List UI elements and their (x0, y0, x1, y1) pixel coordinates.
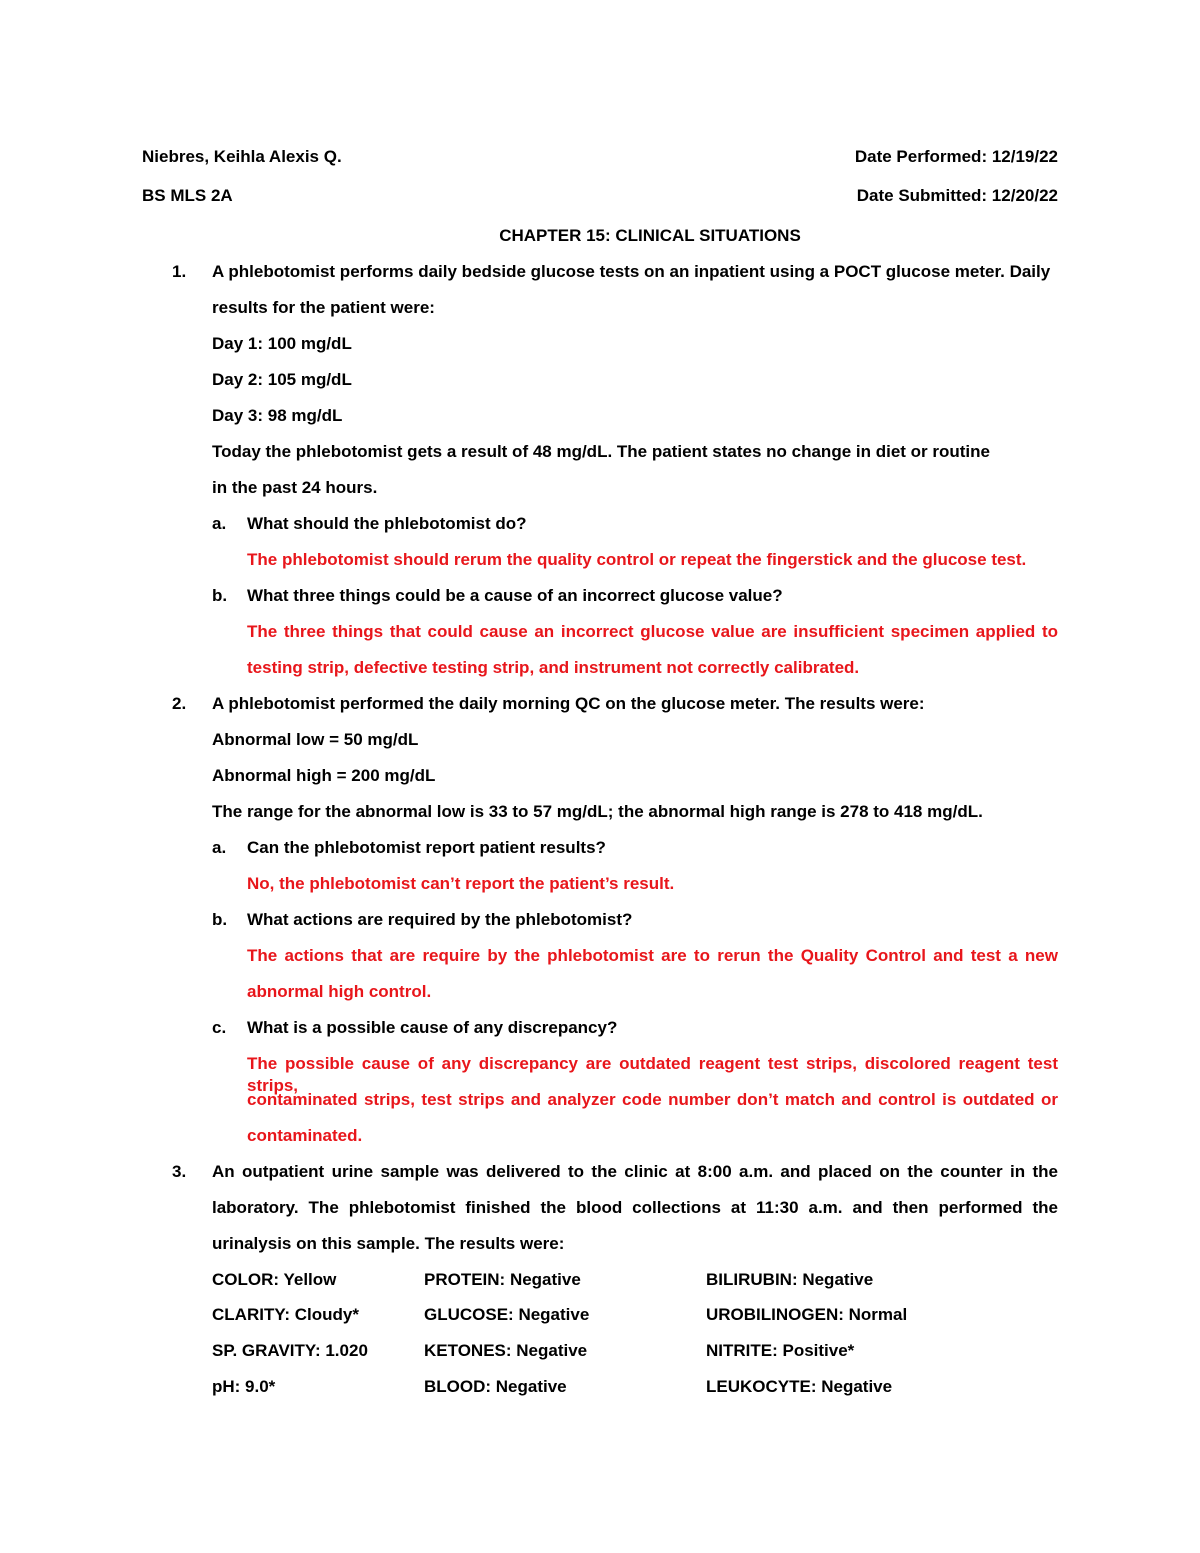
question-2c-answer-line-2: contaminated strips, test strips and analyzer code number don’t match and control is outdated or (247, 1090, 1058, 1109)
question-2b-answer-line-2: abnormal high control. (247, 982, 432, 1001)
question-1-line-2: results for the patient were: (212, 298, 435, 317)
document-title: CHAPTER 15: CLINICAL SITUATIONS (499, 226, 801, 245)
student-section: BS MLS 2A (142, 186, 233, 205)
urinalysis-result: BILIRUBIN: Negative (706, 1270, 874, 1289)
urinalysis-result: LEUKOCYTE: Negative (706, 1377, 893, 1396)
question-1a-answer: The phlebotomist should rerum the quality control or repeat the fingerstick and the glucose test. (247, 550, 1027, 569)
urinalysis-result: COLOR: Yellow (212, 1270, 337, 1289)
question-1-line-4: in the past 24 hours. (212, 478, 378, 497)
question-1-day-1: Day 1: 100 mg/dL (212, 334, 352, 353)
question-1-day-2: Day 2: 105 mg/dL (212, 370, 352, 389)
urinalysis-result: BLOOD: Negative (424, 1377, 567, 1396)
question-3-line-2: laboratory. The phlebotomist finished the blood collections at 11:30 a.m. and then performed the (212, 1198, 1058, 1217)
question-2-abnormal-high: Abnormal high = 200 mg/dL (212, 766, 436, 785)
question-1b-answer-line-2: testing strip, defective testing strip, and instrument not correctly calibrated. (247, 658, 860, 677)
question-3-line-1: An outpatient urine sample was delivered to the clinic at 8:00 a.m. and placed on the counter in the (212, 1162, 1058, 1181)
urinalysis-result: CLARITY: Cloudy* (212, 1305, 360, 1324)
question-1-day-3: Day 3: 98 mg/dL (212, 406, 343, 425)
question-1a-letter: a. (212, 514, 227, 533)
question-1-number: 1. (172, 262, 187, 281)
question-3-number: 3. (172, 1162, 187, 1181)
question-3-line-3: urinalysis on this sample. The results were: (212, 1234, 565, 1253)
urinalysis-result: UROBILINOGEN: Normal (706, 1305, 908, 1324)
question-2c-answer-line-3: contaminated. (247, 1126, 363, 1145)
question-2a-text: Can the phlebotomist report patient results? (247, 838, 606, 857)
question-1-line-3: Today the phlebotomist gets a result of 48 mg/dL. The patient states no change in diet or routine (212, 442, 990, 461)
question-2-abnormal-low: Abnormal low = 50 mg/dL (212, 730, 419, 749)
question-1b-text: What three things could be a cause of an incorrect glucose value? (247, 586, 783, 605)
question-1a-text: What should the phlebotomist do? (247, 514, 527, 533)
question-2-line-1: A phlebotomist performed the daily morning QC on the glucose meter. The results were: (212, 694, 925, 713)
question-1b-letter: b. (212, 586, 228, 605)
question-2c-letter: c. (212, 1018, 227, 1037)
question-2c-answer-line-1: The possible cause of any discrepancy are outdated reagent test strips, discolored reagent test strips, (247, 1054, 1058, 1095)
question-2-number: 2. (172, 694, 187, 713)
urinalysis-result: PROTEIN: Negative (424, 1270, 581, 1289)
date-performed: Date Performed: 12/19/22 (854, 147, 1058, 166)
urinalysis-result: pH: 9.0* (212, 1377, 276, 1396)
student-name: Niebres, Keihla Alexis Q. (142, 147, 342, 166)
question-2-range: The range for the abnormal low is 33 to 57 mg/dL; the abnormal high range is 278 to 418 mg/dL. (212, 802, 983, 821)
urinalysis-result: NITRITE: Positive* (706, 1341, 855, 1360)
date-submitted: Date Submitted: 12/20/22 (856, 186, 1058, 205)
question-1-line-1: A phlebotomist performs daily bedside glucose tests on an inpatient using a POCT glucose meter. Daily (212, 262, 1051, 281)
question-2b-letter: b. (212, 910, 228, 929)
question-1b-answer-line-1: The three things that could cause an incorrect glucose value are insufficient specimen applied to (247, 622, 1058, 641)
urinalysis-result: SP. GRAVITY: 1.020 (212, 1341, 368, 1360)
urinalysis-result: KETONES: Negative (424, 1341, 588, 1360)
question-2a-letter: a. (212, 838, 227, 857)
question-2b-text: What actions are required by the phlebotomist? (247, 910, 633, 929)
urinalysis-result: GLUCOSE: Negative (424, 1305, 590, 1324)
question-2b-answer-line-1: The actions that are require by the phlebotomist are to rerun the Quality Control and test a new (247, 946, 1058, 965)
question-2a-answer: No, the phlebotomist can’t report the patient’s result. (247, 874, 675, 893)
question-2c-text: What is a possible cause of any discrepancy? (247, 1018, 618, 1037)
